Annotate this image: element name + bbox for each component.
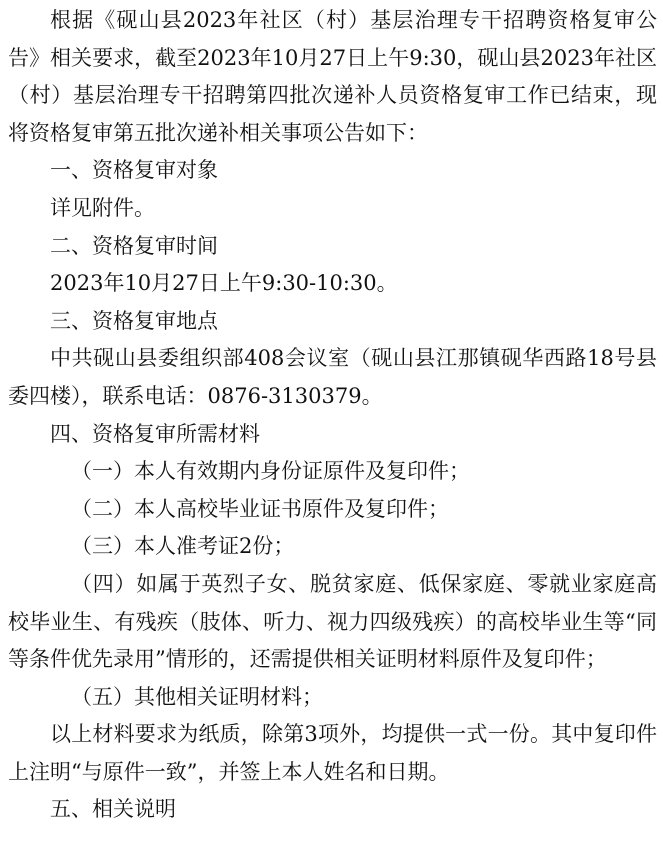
section-5-heading: 五、相关说明 xyxy=(50,797,176,822)
section-3-body: 中共砚山县委组织部408会议室（砚山县江那镇砚华西路18号县委四楼），联系电话：0876-3130379。 xyxy=(8,346,657,408)
announcement-document xyxy=(8,2,657,829)
material-item-2: （二）本人高校毕业证书原件及复印件； xyxy=(71,496,449,521)
section-2-heading: 二、资格复审时间 xyxy=(50,233,218,258)
materials-note: 以上材料要求为纸质，除第3项外，均提供一式一份。其中复印件上注明“与原件一致”，并签上本人姓名和日期。 xyxy=(8,722,657,784)
material-item-5: （五）其他相关证明材料； xyxy=(71,684,323,709)
section-4-heading: 四、资格复审所需材料 xyxy=(50,421,260,446)
intro-paragraph: 根据《砚山县2023年社区（村）基层治理专干招聘资格复审公告》相关要求，截至2023年10月27日上午9:30，砚山县2023年社区（村）基层治理专干招聘第四批次递补人员资格复审工作已结束，现将资格复审第五批次递补相关事项公告如下： xyxy=(8,8,657,145)
material-item-1: （一）本人有效期内身份证原件及复印件； xyxy=(71,459,470,484)
material-item-3: （三）本人准考证2份； xyxy=(71,534,295,559)
material-item-4: （四）如属于英烈子女、脱贫家庭、低保家庭、零就业家庭高校毕业生、有残疾（肢体、听力、视力四级残疾）的高校毕业生等“同等条件优先录用”情形的，还需提供相关证明材料原件及复印件； xyxy=(8,571,657,672)
section-1-body: 详见附件。 xyxy=(50,195,155,220)
section-2-body: 2023年10月27日上午9:30-10:30。 xyxy=(50,271,398,296)
section-1-heading: 一、资格复审对象 xyxy=(50,158,218,183)
section-3-heading: 三、资格复审地点 xyxy=(50,308,218,333)
